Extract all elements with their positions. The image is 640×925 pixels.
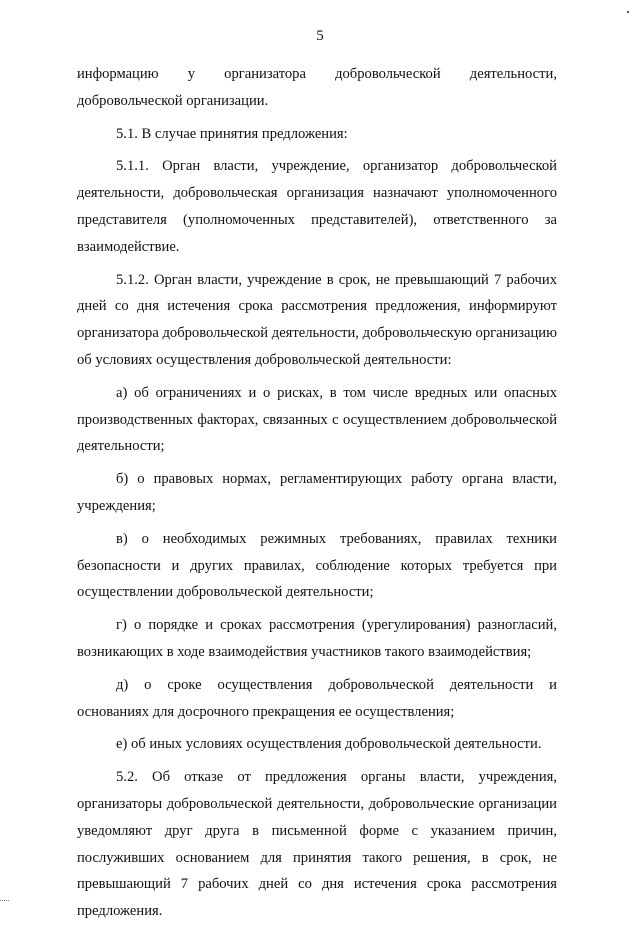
scan-mark: [627, 11, 629, 13]
list-item-a: а) об ограничениях и о рисках, в том числе вредных или опасных производственных факторах, связанных с осуществлением добровольческой деятельности;: [77, 384, 557, 455]
paragraph-5-2: 5.2. Об отказе от предложения органы власти, учреждения, организаторы добровольческой деятельности, добровольческие организации уведомляют друг друга в письменной форме с указанием причин, послуживших основанием для принятия такого решения, в срок, не превышающий 7 рабочих дней со дня истечения срока рассмотрения предложения.: [77, 769, 557, 920]
list-item-e: е) об иных условиях осуществления добровольческой деятельности.: [116, 736, 542, 753]
document-body: [77, 61, 557, 925]
paragraph-5-1-1: 5.1.1. Орган власти, учреждение, организатор добровольческой деятельности, добровольческая организация назначают уполномоченного представителя (уполномоченных представителей), ответственного за взаимодействие.: [77, 158, 557, 255]
page-number: 5: [316, 28, 324, 44]
paragraph-5-1: 5.1. В случае принятия предложения:: [116, 125, 348, 142]
list-item-g: г) о порядке и сроках рассмотрения (урегулирования) разногласий, возникающих в ходе взаимодействия участников такого взаимодействия;: [77, 617, 557, 660]
list-item-b: б) о правовых нормах, регламентирующих работу органа власти, учреждения;: [77, 471, 557, 514]
list-item-v: в) о необходимых режимных требованиях, правилах техники безопасности и других правилах, соблюдение которых требуется при осуществлении добровольческой деятельности;: [77, 530, 557, 601]
scan-edge-mark: [0, 900, 9, 903]
list-item-d: д) о сроке осуществления добровольческой деятельности и основаниях для досрочного прекращения ее осуществления;: [77, 676, 557, 720]
paragraph-5-1-2: 5.1.2. Орган власти, учреждение в срок, не превышающий 7 рабочих дней со дня истечения срока рассмотрения предложения, информируют организатора добровольческой деятельности, добровольческую организацию об условиях осуществления добровольческой деятельности:: [77, 271, 557, 368]
paragraph-continuation: информацию у организатора добровольческой деятельности, добровольческой организации.: [77, 66, 557, 109]
